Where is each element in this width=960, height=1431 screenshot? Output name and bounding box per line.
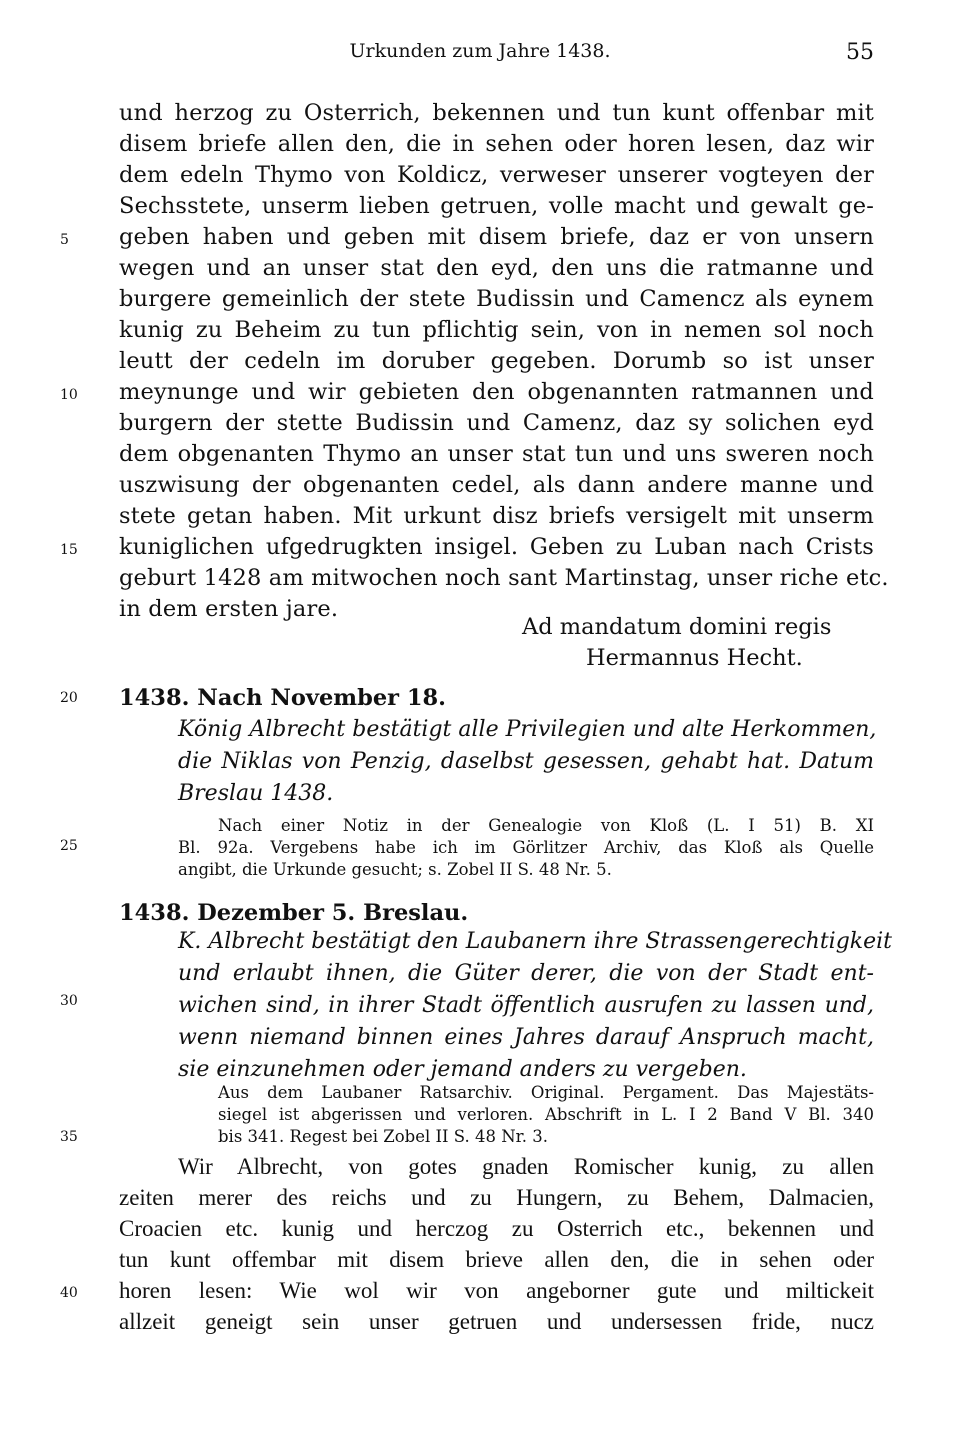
summary-line: und erlaubt ihnen, die Güter derer, die von der Stadt ent- [178,961,874,986]
source-note: Aus dem Laubaner Ratsarchiv. Original. Pergament. Das Majestäts- [218,1083,874,1102]
page-number: 55 [846,40,874,65]
text-line: geburt 1428 am mitwochen noch sant Martinstag, unser riche etc. [119,565,889,591]
text-line: leutt der cedeln im doruber gegeben. Dorumb so ist unser [119,348,874,374]
summary-line: die Niklas von Penzig, daselbst gesessen, gehabt hat. Datum [178,749,874,774]
line-number: 40 [60,1285,78,1301]
summary-line: Breslau 1438. [178,781,334,806]
line-number: 15 [60,542,78,558]
text-line: kuniglichen ufgedrugkten insigel. Geben zu Luban nach Crists [119,534,874,560]
source-note: siegel ist abgerissen und verloren. Abschrift in L. I 2 Band V Bl. 340 [218,1105,874,1124]
text-line: meynunge und wir gebieten den obgenannten ratmannen und [119,379,874,405]
summary-line: wichen sind, in ihrer Stadt öffentlich ausrufen zu lassen und, [178,993,874,1018]
line-number: 25 [60,838,78,854]
line-number: 30 [60,993,78,1009]
text-line: disem briefe allen den, die in sehen oder horen lesen, daz wir [119,131,874,157]
text-line: horen lesen: Wie wol wir von angeborner gute und miltickeit [119,1278,874,1303]
text-line: tun kunt offembar mit disem brieve allen den, die in sehen oder [119,1247,874,1272]
entry-heading: 1438. Dezember 5. Breslau. [119,900,469,926]
text-line: dem edeln Thymo von Koldicz, verweser unserer vogteyen der [119,162,874,188]
line-number: 35 [60,1129,78,1145]
text-line: burgere gemeinlich der stete Budissin und Camencz als eynem [119,286,874,312]
text-line: in dem ersten jare. [119,596,339,622]
text-line: Sechsstete, unserm lieben getruen, volle macht und gewalt ge- [119,193,874,219]
running-header: Urkunden zum Jahre 1438. [349,40,611,62]
text-line: allzeit geneigt sein unser getruen und undersessen fride, nucz [119,1309,874,1334]
text-line: Wir Albrecht, von gotes gnaden Romischer kunig, zu allen [178,1154,874,1179]
summary-line: sie einzunehmen oder jemand anders zu vergeben. [178,1057,747,1082]
source-note: Bl. 92a. Vergebens habe ich im Görlitzer Archiv, das Kloß als Quelle [178,838,874,857]
line-number: 5 [60,232,69,248]
summary-line: wenn niemand binnen eines Jahres darauf Anspruch macht, [178,1025,874,1050]
text-line: dem obgenanten Thymo an unser stat tun und uns sweren noch [119,441,874,467]
text-line: geben haben und geben mit disem briefe, daz er von unsern [119,224,874,250]
source-note: angibt, die Urkunde gesucht; s. Zobel II S. 48 Nr. 5. [178,860,612,879]
signature-name: Hermannus Hecht. [586,645,803,671]
text-line: kunig zu Beheim zu tun pflichtig sein, von in nemen sol noch [119,317,874,343]
entry-heading: 1438. Nach November 18. [119,685,446,711]
text-line: Croacien etc. kunig und herczog zu Osterrich etc., bekennen und [119,1216,874,1241]
text-line: uszwisung der obgenanten cedel, als dann andere manne und [119,472,874,498]
source-note: Nach einer Notiz in der Genealogie von Kloß (L. I 51) B. XI [218,816,874,835]
signature-line: Ad mandatum domini regis [522,614,832,640]
line-number: 20 [60,690,78,706]
text-line: zeiten merer des reichs und zu Hungern, zu Behem, Dalmacien, [119,1185,874,1210]
source-note: bis 341. Regest bei Zobel II S. 48 Nr. 3. [218,1127,548,1146]
summary-line: König Albrecht bestätigt alle Privilegien und alte Herkommen, [178,717,877,742]
summary-line: K. Albrecht bestätigt den Laubanern ihre Strassengerechtigkeit [178,929,893,954]
text-line: burgern der stette Budissin und Camenz, daz sy solichen eyd [119,410,874,436]
text-line: wegen und an unser stat den eyd, den uns die ratmanne und [119,255,874,281]
line-number: 10 [60,387,78,403]
text-line: und herzog zu Osterrich, bekennen und tun kunt offenbar mit [119,100,874,126]
text-line: stete getan haben. Mit urkunt disz briefs versigelt mit unserm [119,503,874,529]
